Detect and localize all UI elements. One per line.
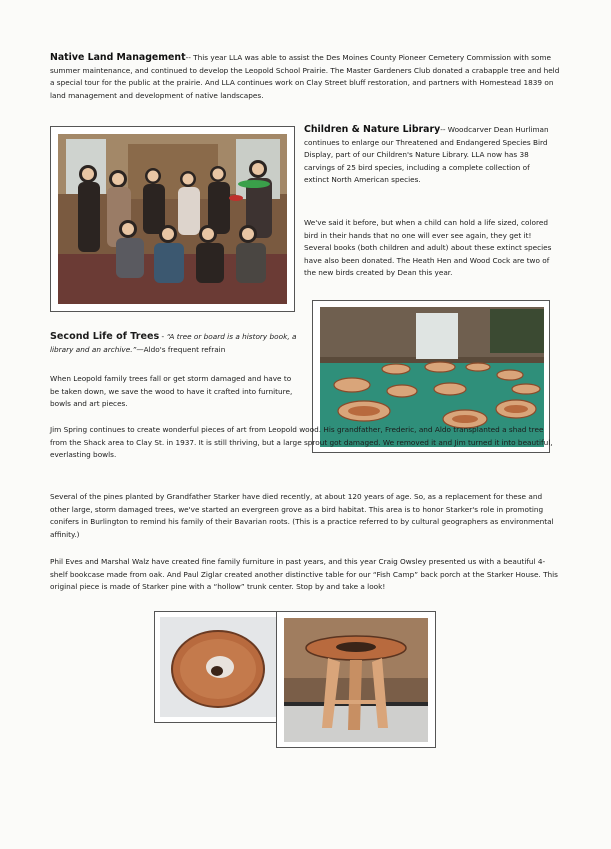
native-land-paragraph <box>50 52 560 102</box>
library-heading: Children & Nature Library <box>304 124 441 135</box>
wood-slice-photo <box>160 617 276 717</box>
trees-paragraph-1: When Leopold family trees fall or get storm damaged and have to be taken down, we save the wood to have it crafted into furniture, bowls and art pieces. <box>50 374 293 409</box>
trees-attribution: —Aldo's frequent refrain <box>136 344 226 354</box>
native-land-heading: Native Land Management <box>50 52 186 63</box>
table-photo <box>284 618 428 742</box>
group-photo <box>58 134 287 304</box>
group-photo-frame <box>50 126 295 312</box>
trees-quote: “A tree or board is a history book, a library and an archive.” <box>50 332 297 354</box>
trees-heading-line <box>50 331 310 356</box>
native-land-body: -- This year LLA was able to assist the Des Moines County Pioneer Cemetery Commission with some summer maintenance, and continued to develop the Leopold School Prairie. The Master Gardeners Club donated a crabapple tree and held a special tour for the public at the prairie. And LLA continues work on Clay Street bluff restoration, and partners with Homestead 1839 on land management and development of native landscapes. <box>50 53 560 100</box>
trees-heading-dash: - <box>159 332 167 341</box>
trees-paragraph-2: Jim Spring continues to create wonderful pieces of art from Leopold wood. His grandfather, Frederic, and Aldo transplanted a shad tree from the Shack area to Clay St. in 1937. It is still thriving, but a large sprout got damaged. We removed it and Jim turned it into beautiful, everlasting bowls. <box>50 425 553 460</box>
wood-slice-photo-frame <box>154 611 282 723</box>
library-body: -- Woodcarver Dean Hurliman continues to enlarge our Threatened and Endangered Species Bird Display, part of our Children's Nature Library. LLA now has 38 carvings of 25 bird species, including a complete collection of extinct North American species. <box>304 125 549 185</box>
trees-paragraph-3: Several of the pines planted by Grandfather Starker have died recently, at about 120 years of age. So, as a replacement for these and other large, storm damaged trees, we've started an evergreen grove as a bird habitat. This area is to honor Starker's role in promoting conifers in Burlington to remind his family of their Bavarian roots. (This is a practice referred to by cultural geographers as environmental affinity.) <box>50 492 554 539</box>
library-paragraph <box>304 124 554 187</box>
library-paragraph-2: We've said it before, but when a child can hold a life sized, colored bird in their hands that no one will ever see again, they get it! Several books (both children and adult) about these extinct species have also been donated. The Heath Hen and Wood Cock are two of the new birds created by Dean this year. <box>304 218 552 278</box>
trees-paragraph-4: Phil Eves and Marshal Walz have created fine family furniture in past years, and this year Craig Owsley presented us with a beautiful 4-shelf bookcase made from oak. And Paul Ziglar created another distinctive table for our “Fish Camp” back porch at the Starker House. This original piece is made of Starker pine with a “hollow” trunk center. Stop by and take a look! <box>50 557 558 592</box>
table-photo-frame <box>276 611 436 748</box>
trees-heading: Second Life of Trees <box>50 331 160 342</box>
